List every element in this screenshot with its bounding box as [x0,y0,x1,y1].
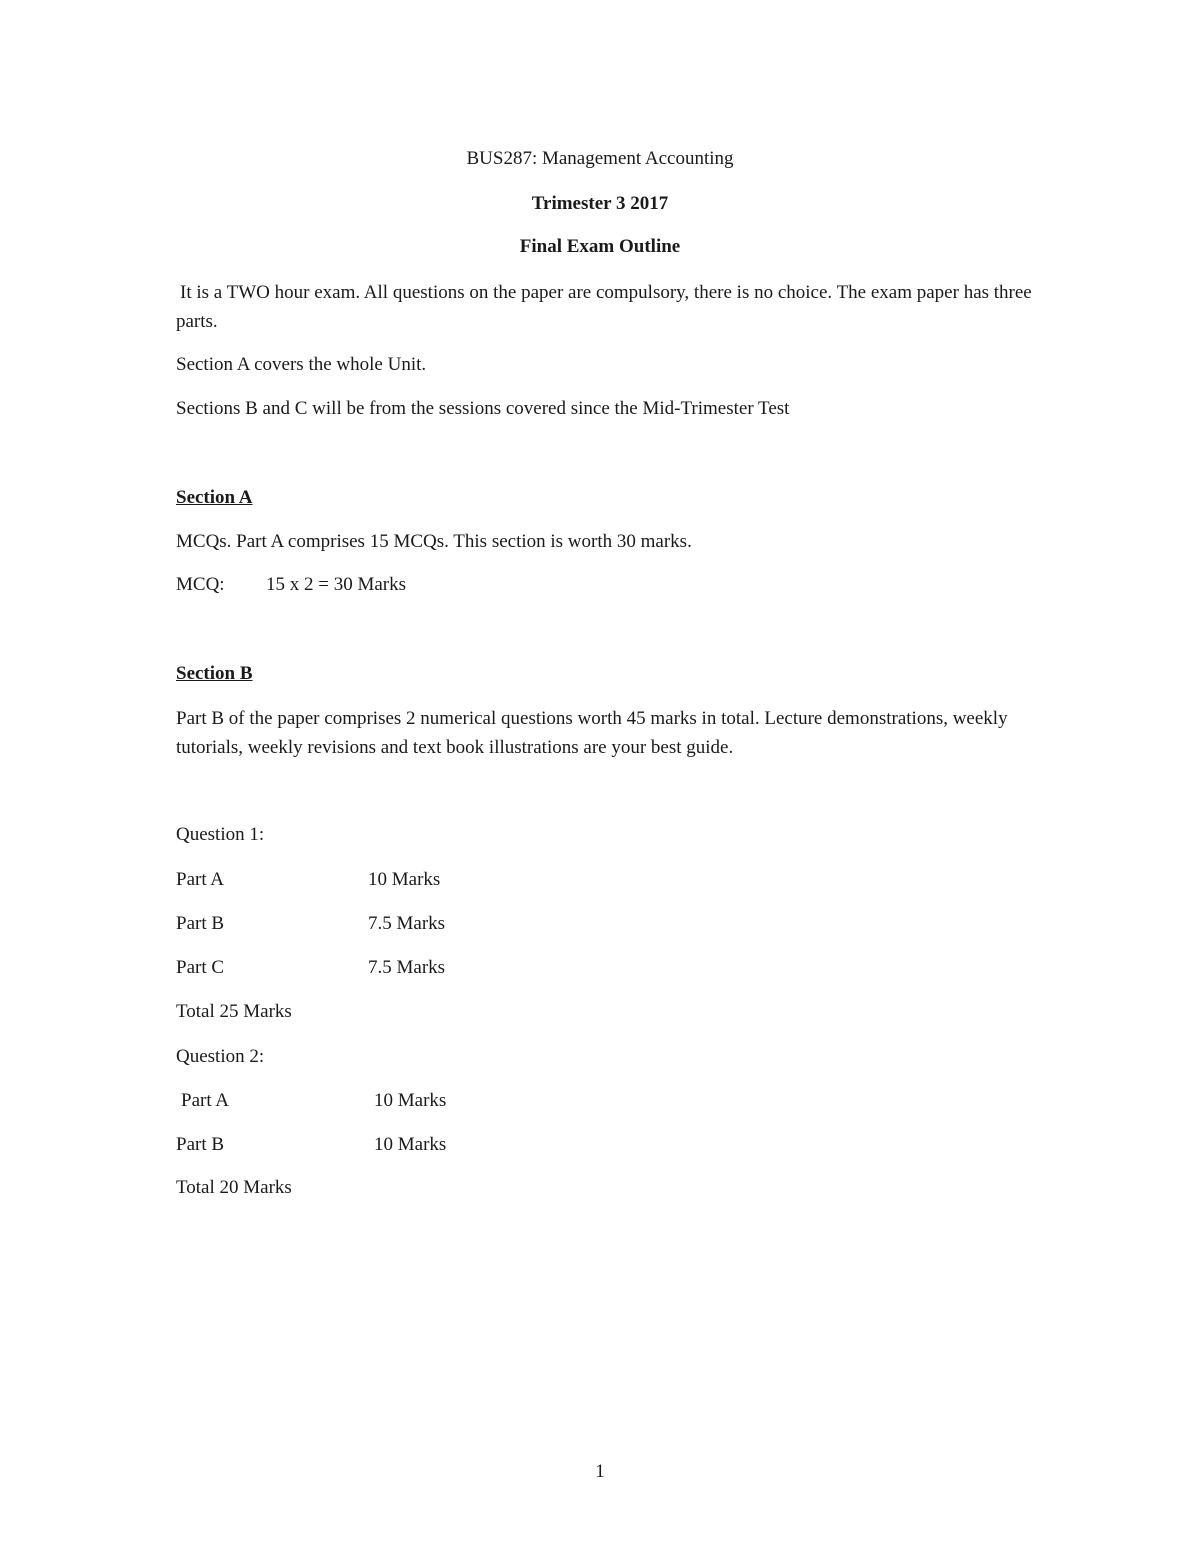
course-title: BUS287: Management Accounting [466,148,734,169]
q2-part-label: Part A [181,1090,230,1111]
sections-bc-note: Sections B and C will be from the sessions covered since the Mid-Trimester Test [176,398,790,419]
mcq-value: 15 x 2 = 30 Marks [266,574,407,595]
q1-part-label: Part C [176,957,225,978]
document-title: Final Exam Outline [519,236,681,257]
q2-part-marks: 10 Marks [374,1134,447,1155]
trimester-heading: Trimester 3 2017 [531,193,669,214]
q1-part-marks: 7.5 Marks [368,957,446,978]
intro-paragraph: It is a TWO hour exam. All questions on the paper are compulsory, there is no choice. The exam paper has three parts. [176,282,1032,332]
q1-part-label: Part A [176,869,225,890]
q2-part-marks: 10 Marks [374,1090,447,1111]
page-number: 1 [595,1461,605,1482]
mcq-label: MCQ: [176,574,225,595]
q1-total: Total 25 Marks [176,1001,292,1022]
q2-part-label: Part B [176,1134,225,1155]
question-1-title: Question 1: [176,824,265,845]
section-b-description: Part B of the paper comprises 2 numerical questions worth 45 marks in total. Lecture demonstrations, weekly tutorials, weekly revisions and text book illustrations are your best guide. [176,708,1008,758]
q1-part-marks: 10 Marks [368,869,441,890]
q1-part-marks: 7.5 Marks [368,913,446,934]
question-2-title: Question 2: [176,1046,265,1067]
section-a-note: Section A covers the whole Unit. [176,354,427,375]
q1-part-label: Part B [176,913,225,934]
section-a-description: MCQs. Part A comprises 15 MCQs. This section is worth 30 marks. [176,531,692,552]
section-a-heading: Section A [176,487,253,508]
section-b-heading: Section B [176,663,253,684]
q2-total: Total 20 Marks [176,1177,292,1198]
